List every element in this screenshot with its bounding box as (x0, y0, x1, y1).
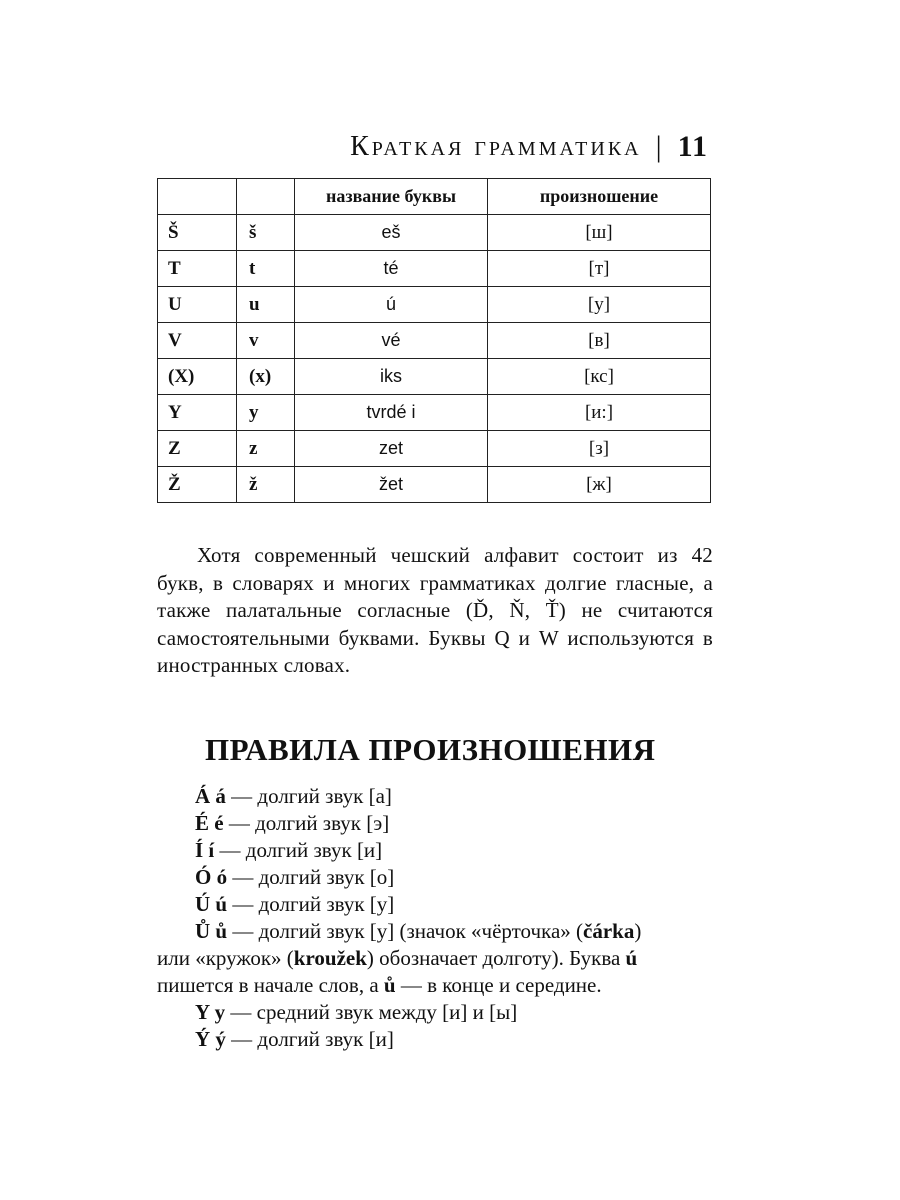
cell-pronunciation: [в] (488, 323, 711, 359)
table-row (158, 359, 711, 395)
rule-text: — долгий звук [у] (значок «чёрточка» ( (227, 919, 584, 943)
rule-letters: Ó ó (195, 865, 228, 889)
rule-letters: Y y (195, 1000, 226, 1024)
header-separator: | (655, 130, 664, 163)
rule-u-ring-cont-1 (157, 945, 713, 972)
rule-text: ) обозначает долготу). Буква (366, 946, 626, 970)
rule-text: — долгий звук [э] (223, 811, 390, 835)
running-title: Краткая грамматика (350, 131, 642, 162)
rule-letters: Á á (195, 784, 226, 808)
rule-u (157, 891, 713, 918)
cell-lower: (x) (237, 359, 295, 395)
rule-o (157, 864, 713, 891)
rule-text: ) (634, 919, 642, 943)
rule-letters: Í í (195, 838, 215, 862)
rule-letters: Ý ý (195, 1027, 226, 1051)
rule-letters: Ů ů (195, 919, 228, 943)
rule-text: — долгий звук [и] (214, 838, 383, 862)
rule-text: — долгий звук [и] (225, 1027, 394, 1051)
rule-text: пишется в начале слов, а (157, 973, 384, 997)
cell-pronunciation: [ш] (488, 215, 711, 251)
header-cell-pronunciation: произношение (488, 179, 711, 215)
cell-lower: t (237, 251, 295, 287)
table-row (158, 251, 711, 287)
rule-text: — долгий звук [у] (227, 892, 395, 916)
cell-upper: Y (158, 395, 237, 431)
letter-u-acute: ú (625, 946, 638, 970)
section-heading: ПРАВИЛА ПРОИЗНОШЕНИЯ (205, 732, 656, 767)
rule-e (157, 810, 713, 837)
table-row (158, 395, 711, 431)
header-cell-letter-name: название буквы (295, 179, 488, 215)
cell-letter-name: tvrdé i (295, 395, 488, 431)
cell-pronunciation: [кс] (488, 359, 711, 395)
cell-upper: Z (158, 431, 237, 467)
cell-letter-name: iks (295, 359, 488, 395)
table-row (158, 215, 711, 251)
rule-u-ring-cont-2 (157, 972, 713, 999)
cell-upper: Ž (158, 467, 237, 503)
table-row (158, 431, 711, 467)
cell-lower: z (237, 431, 295, 467)
cell-lower: ž (237, 467, 295, 503)
letter-u-ring: ů (383, 973, 396, 997)
table-row (158, 287, 711, 323)
rule-text: — в конце и середине. (395, 973, 602, 997)
rule-text: или «кружок» ( (157, 946, 294, 970)
cell-letter-name: té (295, 251, 488, 287)
term-krouzek: kroužek (293, 946, 367, 970)
cell-pronunciation: [т] (488, 251, 711, 287)
table-row (158, 323, 711, 359)
header-cell-upper (158, 179, 237, 215)
cell-upper: V (158, 323, 237, 359)
rule-letters: É é (195, 811, 224, 835)
term-carka: čárka (583, 919, 635, 943)
cell-letter-name: eš (295, 215, 488, 251)
running-header (350, 130, 708, 164)
cell-lower: v (237, 323, 295, 359)
table-header-row (158, 179, 711, 215)
cell-upper: (X) (158, 359, 237, 395)
cell-letter-name: zet (295, 431, 488, 467)
cell-upper: Š (158, 215, 237, 251)
cell-lower: š (237, 215, 295, 251)
cell-letter-name: vé (295, 323, 488, 359)
cell-letter-name: žet (295, 467, 488, 503)
rule-text: — средний звук между [и] и [ы] (225, 1000, 518, 1024)
rule-a (157, 783, 713, 810)
cell-pronunciation: [ж] (488, 467, 711, 503)
cell-lower: u (237, 287, 295, 323)
rule-y (157, 999, 713, 1026)
alphabet-paragraph: Хотя современный чешский алфавит состоит из 42 букв, в словарях и многих грамматиках долгие гласные, а также палатальные согласные (Ď, Ň, Ť) не считаются самостоятельными буквами. Буквы Q и W используются в иностранных словах. (157, 543, 713, 677)
alphabet-table (157, 178, 711, 503)
cell-lower: y (237, 395, 295, 431)
cell-pronunciation: [у] (488, 287, 711, 323)
rule-letters: Ú ú (195, 892, 228, 916)
rule-text: — долгий звук [а] (225, 784, 392, 808)
cell-upper: T (158, 251, 237, 287)
rule-y-long (157, 1026, 713, 1053)
pronunciation-rules (157, 783, 713, 1053)
rule-u-ring (157, 918, 713, 945)
header-cell-lower (237, 179, 295, 215)
cell-pronunciation: [и:] (488, 395, 711, 431)
cell-pronunciation: [з] (488, 431, 711, 467)
table-row (158, 467, 711, 503)
cell-letter-name: ú (295, 287, 488, 323)
rule-text: — долгий звук [о] (227, 865, 395, 889)
cell-upper: U (158, 287, 237, 323)
page-number: 11 (677, 130, 708, 163)
rule-i (157, 837, 713, 864)
